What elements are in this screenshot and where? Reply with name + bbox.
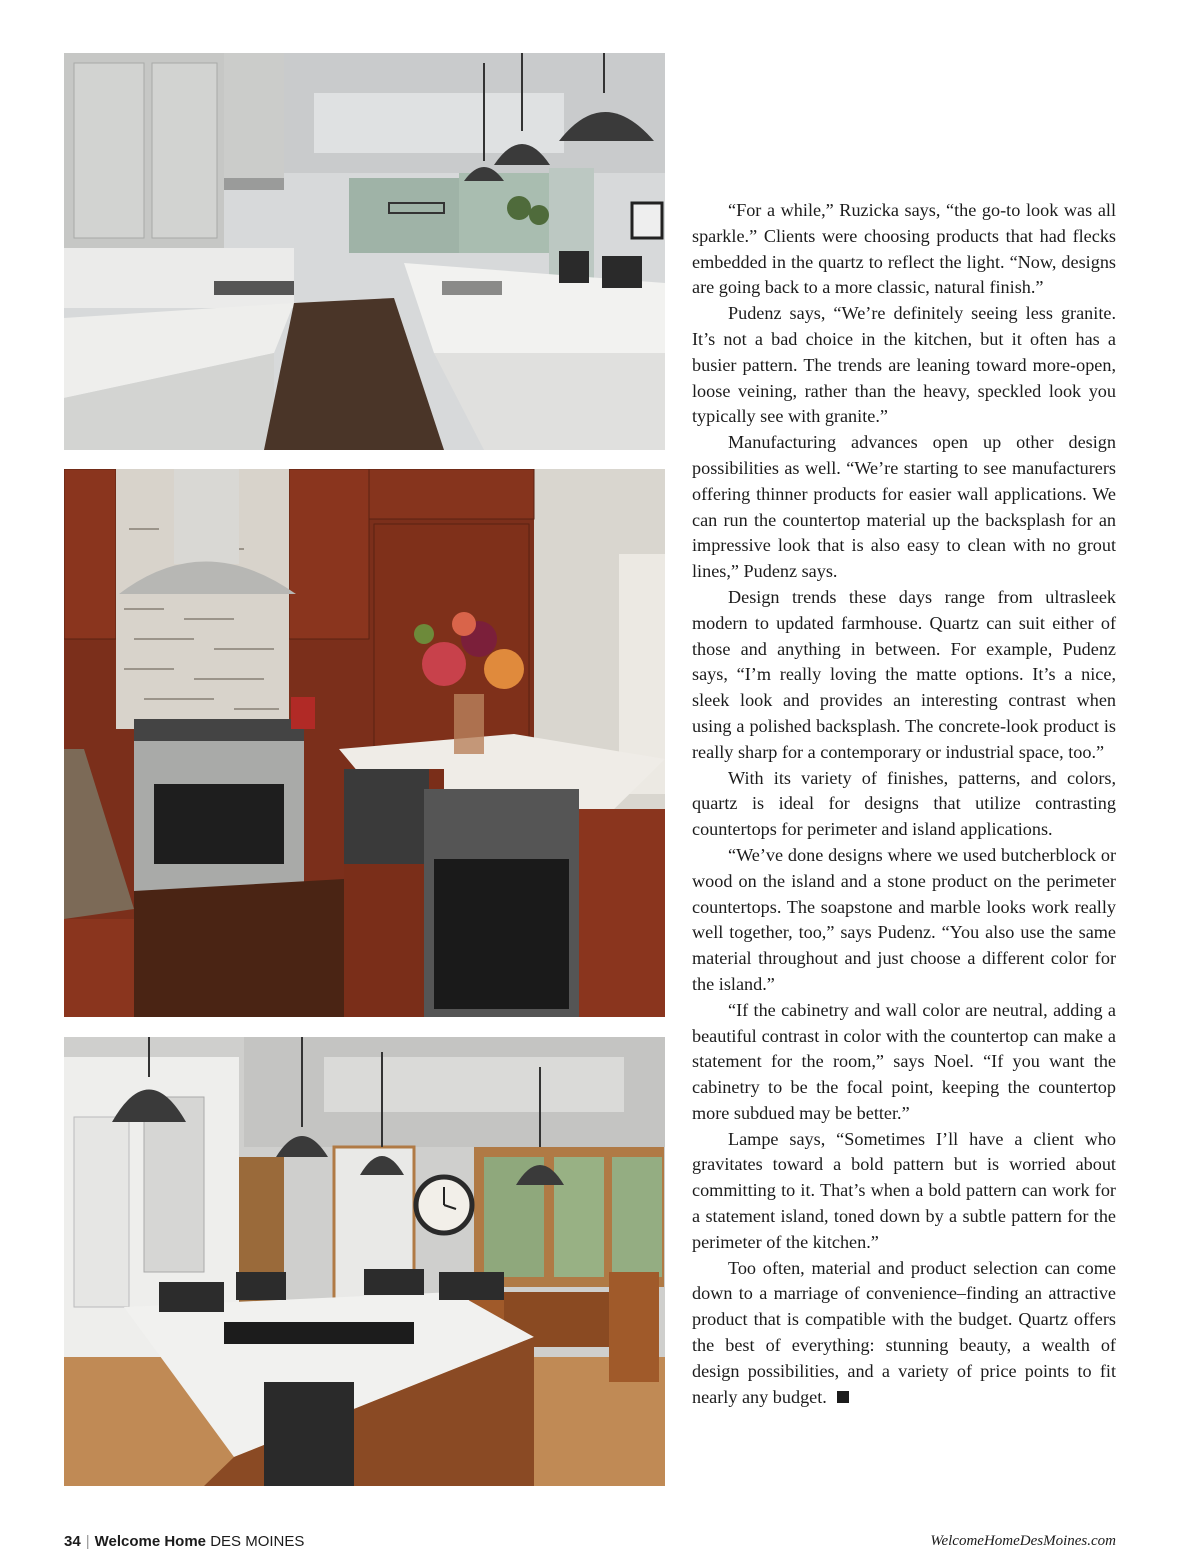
article-paragraph: Pudenz says, “We’re definitely seeing less granite. It’s not a bad choice in the kitchen, but it often has a busier pattern. The trends are leaning toward more-open, loose veining, rather than the heavy, speckled look you typically see with granite.” (692, 303, 1116, 427)
article-body (692, 198, 1116, 1410)
magazine-city: DES MOINES (210, 1533, 305, 1550)
article-paragraph: “We’ve done designs where we used butcherblock or wood on the island and a stone product on the perimeter countertops. The soapstone and marble looks work really well together, too,” says Pudenz. “You also use the same material throughout and just choose a different color for the island.” (692, 844, 1116, 994)
magazine-brand: Welcome Home (94, 1533, 207, 1550)
final-paragraph-text: Too often, material and product selection can come down to a marriage of convenience–finding an attractive product that is compatible with the budget. Quartz offers the best of everything: stunning beauty, a wealth of design possibilities, and a variety of price points to fit nearly any budget. (692, 1257, 1116, 1407)
article-paragraph: Manufacturing advances open up other design possibilities as well. “We’re starting to see manufacturers offering thinner products for easier wall applications. We can run the countertop material up the backsplash for an impressive look that is also easy to clean with no grout lines,” Pudenz says. (692, 432, 1116, 582)
kitchen-photo-3 (64, 1037, 665, 1486)
footer-separator: | (85, 1533, 90, 1550)
kitchen-photo-2 (64, 469, 665, 1017)
kitchen-photo-1 (64, 53, 665, 450)
article-paragraph: Design trends these days range from ultrasleek modern to updated farmhouse. Quartz can suit either of those and anything in between. For example, Pudenz says, “I’m really loving the matte options. It’s a nice, sleek look and provides an interesting contrast when using a polished backsplash. The concrete-look product is really sharp for a contemporary or industrial space, too.” (692, 586, 1116, 762)
article-paragraph-final (692, 1256, 1116, 1411)
page-number: 34 (64, 1533, 81, 1550)
footer-website: WelcomeHomeDesMoines.com (930, 1533, 1116, 1549)
article-paragraph: Lampe says, “Sometimes I’ll have a client who gravitates toward a bold pattern but is worried about committing to it. That’s when a bold pattern can work for a statement island, toned down by a subtle pattern for the perimeter of the kitchen.” (692, 1128, 1116, 1252)
article-paragraph: With its variety of finishes, patterns, and colors, quartz is ideal for designs that utilize contrasting countertops for perimeter and island applications. (692, 767, 1116, 840)
article-paragraph: “For a while,” Ruzicka says, “the go-to look was all sparkle.” Clients were choosing products that had flecks embedded in the quartz to reflect the light. “Now, designs are going back to a more classic, natural finish.” (692, 200, 1116, 298)
article-paragraph: “If the cabinetry and wall color are neutral, adding a beautiful contrast in color with the countertop can make a statement for the room,” says Noel. “If you want the cabinetry to be the focal point, keeping the countertop more subdued may be better.” (692, 999, 1116, 1123)
footer-folio (64, 1533, 304, 1550)
end-mark-icon (837, 1391, 849, 1403)
